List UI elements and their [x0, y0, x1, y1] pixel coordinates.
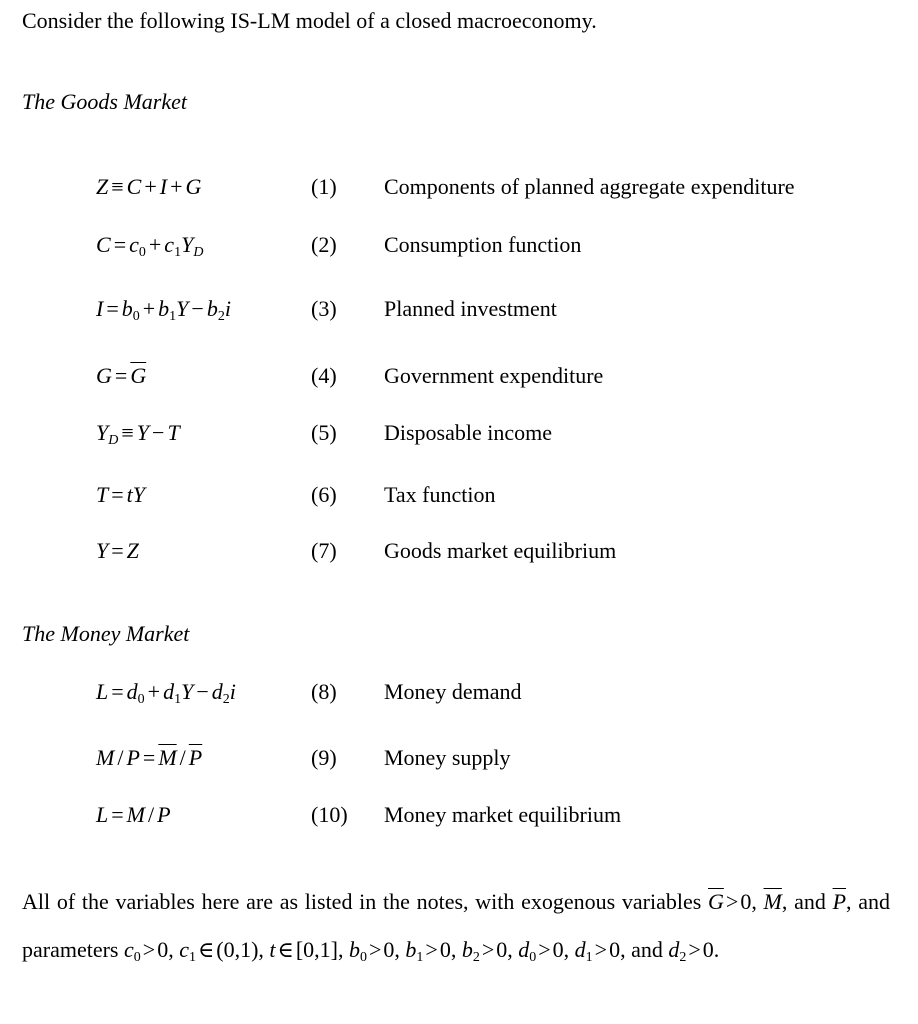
equation-formula: L = M / P	[96, 802, 171, 827]
closing-text: , and	[781, 889, 826, 914]
equation-description: Tax function	[384, 482, 496, 507]
equation-number: (7)	[311, 538, 337, 563]
equation-description: Money supply	[384, 745, 511, 770]
equation-row	[0, 293, 918, 325]
equation-description: Goods market equilibrium	[384, 538, 617, 563]
equation-formula: Z ≡ C + I + G	[96, 174, 202, 199]
equation-description: Money market equilibrium	[384, 802, 622, 827]
equation-description: Components of planned aggregate expenditure	[384, 174, 795, 199]
equation-formula: Y = Z	[96, 538, 139, 563]
equation-row	[0, 535, 918, 567]
equation-number: (8)	[311, 679, 337, 704]
closing-text: .	[713, 937, 720, 962]
closing-paragraph: All of the variables here are as listed in the notes, with exogenous variables $\overline{G}>0$, $\overline{M}$, and $\overline{P}$, and parameters $c_0>0$, $c_1\in(0,1)$, t∈[0,1], $b_0>0$, $b_1>0$, $b_2>0$, $d_0>0$, $d_1>0$, and $d_2>0$.	[22, 889, 890, 965]
equation-number: (5)	[311, 420, 337, 445]
equation-row	[0, 742, 918, 774]
equation-formula: T = tY	[96, 482, 146, 507]
equation-description: Consumption function	[384, 232, 582, 257]
equation-row	[0, 171, 918, 203]
equation-number: (9)	[311, 745, 337, 770]
equation-number: (2)	[311, 232, 337, 257]
equation-formula: $L = d_0 + d_1Y - d_2i$	[96, 679, 236, 707]
equation-description: Planned investment	[384, 296, 557, 321]
equation-description: Government expenditure	[384, 363, 604, 388]
equation-row	[0, 417, 918, 449]
equation-row	[0, 676, 918, 708]
equation-formula: $G = \overline{G}$	[96, 363, 147, 388]
equation-formula: $M / P = \overline{M} / \overline{P}$	[96, 745, 203, 770]
money-market-heading: The Money Market	[22, 621, 190, 646]
closing-text: , and parameters	[22, 889, 890, 962]
equation-formula: $C = c_0 + c_1Y_D$	[96, 232, 204, 260]
equation-row	[0, 229, 918, 261]
equation-number: (1)	[311, 174, 337, 199]
equation-formula: $I = b_0 + b_1Y - b_2i$	[96, 296, 231, 324]
closing-text: , and	[620, 937, 663, 962]
equation-description: Money demand	[384, 679, 522, 704]
equation-row	[0, 479, 918, 511]
equation-row	[0, 799, 918, 831]
closing-text: All of the variables here are as listed in the notes, with exogenous variables	[22, 889, 702, 914]
equation-number: (10)	[311, 802, 348, 827]
equation-number: (6)	[311, 482, 337, 507]
equation-number: (4)	[311, 363, 337, 388]
equation-formula: $Y_D \equiv Y - T$	[96, 420, 180, 448]
equation-description: Disposable income	[384, 420, 553, 445]
equation-number: (3)	[311, 296, 337, 321]
equation-row	[0, 360, 918, 392]
intro-sentence: Consider the following IS-LM model of a closed macroeconomy.	[22, 8, 597, 33]
goods-market-heading: The Goods Market	[22, 89, 187, 114]
